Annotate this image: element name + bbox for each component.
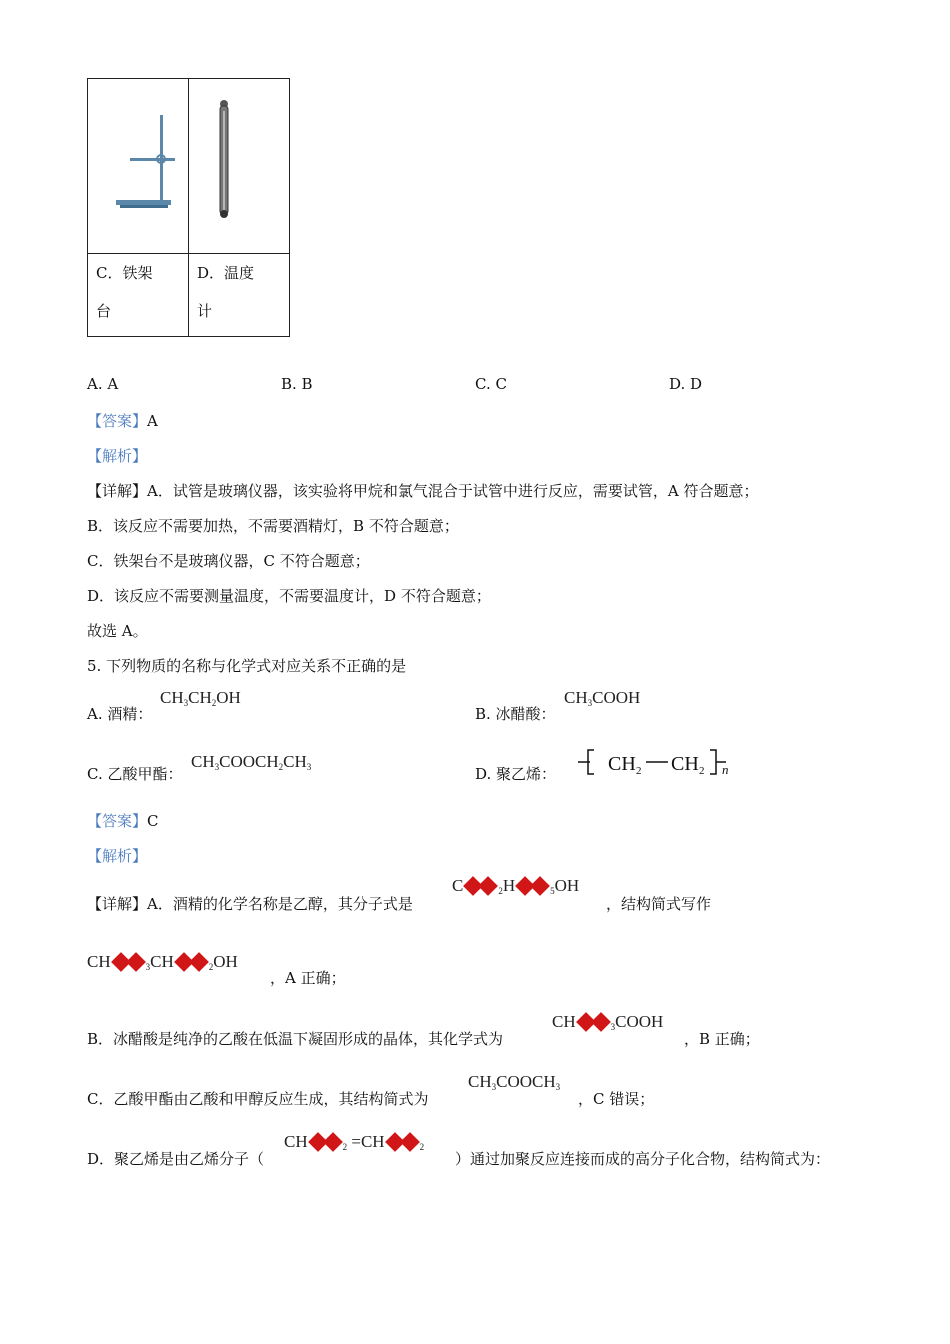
thermometer-caption: D．温度 计	[189, 254, 290, 337]
q5-detail-d-end: ）通过加聚反应连接而成的高分子化合物，结构简式为：	[455, 1150, 831, 1168]
q5-option-d: D. 聚乙烯：	[475, 765, 557, 783]
q5-option-c: C. 乙酸甲酯：	[87, 765, 183, 783]
iron-stand-caption: C．铁架 台	[88, 254, 189, 337]
svg-text:CH: CH	[671, 753, 699, 775]
formula-acetic-acid: $CH_3COOH$	[564, 688, 641, 708]
broken-glyph-icon	[126, 952, 146, 972]
q5-option-a: A. 酒精：	[87, 705, 153, 723]
svg-text:2: 2	[699, 765, 705, 777]
q4-detail-b: B．该反应不需要加热，不需要酒精灯，B 不符合题意；	[87, 517, 459, 535]
formula-methyl-acetate: $CH_3COOCH_3$	[468, 1072, 561, 1092]
svg-text:CH: CH	[608, 753, 636, 775]
formula-ch3cooh-broken: CH $_3$COOH	[552, 1012, 664, 1032]
broken-glyph-icon	[189, 952, 209, 972]
q5-detail-a-end: ，A 正确；	[270, 969, 346, 987]
iron-stand-icon	[88, 79, 180, 249]
q4-option-a: A. A	[87, 375, 119, 393]
q5-detail-b-end: ，B 正确；	[684, 1030, 760, 1048]
broken-glyph-icon	[591, 1012, 611, 1032]
broken-glyph-icon	[323, 1132, 343, 1152]
svg-text:n: n	[722, 762, 729, 777]
thermometer-figure-cell	[189, 79, 290, 254]
formula-polyethylene	[576, 744, 746, 782]
formula-ch3ch2oh-broken: CH $_3$CH $_2$OH	[87, 952, 238, 972]
q4-option-c: C. C	[475, 375, 507, 393]
formula-ethylene-broken: CH $_2$ =CH $_2$	[284, 1132, 425, 1152]
q4-analysis-label: 【解析】	[87, 447, 148, 465]
q4-option-b: B. B	[281, 375, 313, 393]
thermometer-icon	[189, 79, 281, 249]
q4-detail-c: C．铁架台不是玻璃仪器，C 不符合题意；	[87, 552, 370, 570]
iron-stand-figure-cell	[88, 79, 189, 254]
q5-detail-d: D．聚乙烯是由乙烯分子（	[87, 1150, 265, 1168]
formula-ester: $CH_3COOCH_2CH_3$	[191, 752, 312, 772]
q5-stem: 5. 下列物质的名称与化学式对应关系不正确的是	[87, 657, 407, 675]
polyethylene-structure	[576, 744, 746, 778]
q5-detail-a-after: ，结构简式写作	[606, 895, 712, 913]
apparatus-table	[87, 78, 290, 337]
q5-option-b: B. 冰醋酸：	[475, 705, 556, 723]
q5-detail-b: B．冰醋酸是纯净的乙酸在低温下凝固形成的晶体，其化学式为	[87, 1030, 504, 1048]
q4-detail-d: D．该反应不需要测量温度，不需要温度计，D 不符合题意；	[87, 587, 491, 605]
q5-detail-c: C．乙酸甲酯由乙酸和甲醇反应生成，其结构简式为	[87, 1090, 429, 1108]
formula-ethanol: $CH_3CH_2OH$	[160, 688, 241, 708]
q5-analysis-label: 【解析】	[87, 847, 148, 865]
formula-c2h5oh-broken: C $_2$H $_5$OH	[452, 876, 580, 896]
q4-detail-a: 【详解】A．试管是玻璃仪器，该实验将甲烷和氯气混合于试管中进行反应，需要试管，A 符合题意；	[87, 482, 759, 500]
q4-answer: 【答案】A	[87, 412, 158, 430]
broken-glyph-icon	[400, 1132, 420, 1152]
q5-detail-c-end: ，C 错误；	[578, 1090, 655, 1108]
q4-conclusion: 故选 A。	[87, 622, 148, 640]
q4-option-d: D. D	[669, 375, 703, 393]
broken-glyph-icon	[478, 876, 498, 896]
q5-answer: 【答案】C	[87, 812, 159, 830]
q5-detail-a: 【详解】A．酒精的化学名称是乙醇，其分子式是	[87, 895, 413, 913]
svg-text:2: 2	[636, 765, 642, 777]
broken-glyph-icon	[530, 876, 550, 896]
